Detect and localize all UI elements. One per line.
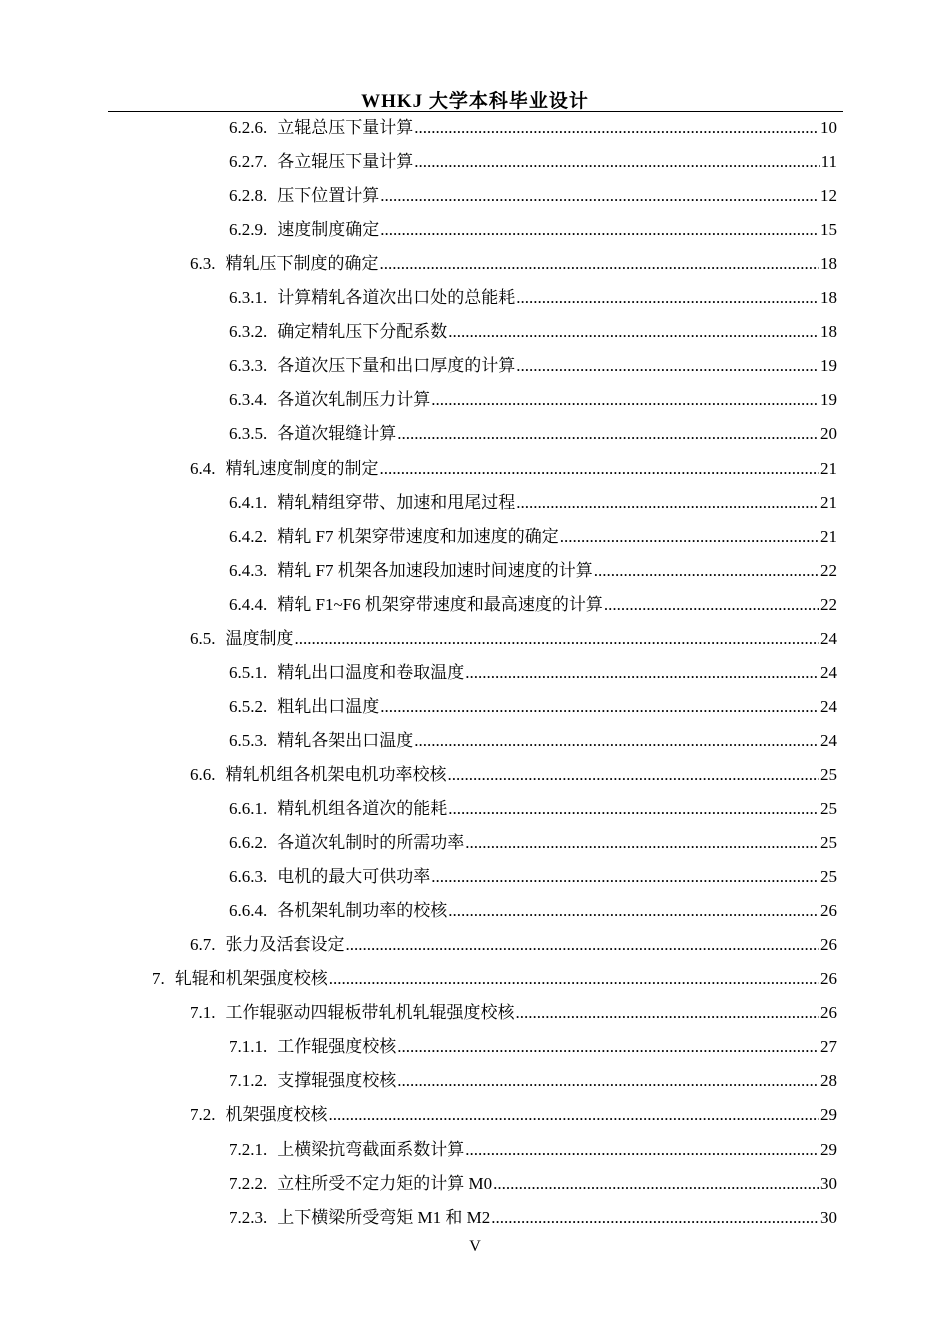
toc-dot-leader [465, 1133, 819, 1167]
toc-entry-title: 上横梁抗弯截面系数计算 [277, 1139, 465, 1159]
toc-entry-page: 27 [820, 1037, 837, 1057]
toc-entry-page: 26 [820, 1003, 837, 1023]
toc-entry-page: 25 [820, 833, 837, 853]
toc-entry-page: 30 [820, 1207, 837, 1227]
toc-entry[interactable] [229, 213, 837, 247]
toc-entry[interactable] [229, 826, 837, 860]
toc-entry-page: 24 [820, 696, 837, 716]
toc-entry-title: 支撑辊强度校核 [277, 1071, 397, 1091]
toc-entry[interactable] [229, 860, 837, 894]
toc-entry-number: 6.2.6. [229, 118, 268, 137]
toc-entry[interactable] [152, 962, 837, 996]
toc-entry-page: 24 [820, 730, 837, 750]
toc-entry-page: 25 [820, 799, 837, 818]
toc-entry-page: 18 [820, 254, 837, 274]
toc-dot-leader [491, 1201, 819, 1235]
page-header: WHKJ 大学本科毕业设计 [361, 91, 589, 112]
toc-entry[interactable] [229, 588, 837, 622]
toc-entry[interactable] [229, 1201, 837, 1235]
toc-entry-number: 6.3.1. [229, 288, 268, 308]
toc-entry[interactable] [229, 417, 837, 451]
toc-entry-title: 上下横梁所受弯矩 M1 和 M2 [277, 1207, 491, 1227]
toc-entry[interactable] [229, 520, 837, 554]
toc-entry[interactable] [229, 1030, 837, 1064]
toc-dot-leader [594, 554, 819, 588]
toc-entry-number: 6.3.3. [229, 356, 268, 376]
toc-dot-leader [295, 622, 820, 656]
toc-dot-leader [380, 690, 819, 724]
toc-entry-number: 7.2.3. [229, 1207, 268, 1227]
toc-entry-page: 30 [820, 1173, 837, 1193]
toc-entry-page: 25 [820, 867, 837, 887]
toc-entry-number: 6.6.2. [229, 833, 268, 853]
toc-entry[interactable] [229, 792, 837, 826]
toc-dot-leader [516, 996, 820, 1030]
toc-entry[interactable] [229, 690, 837, 724]
toc-entry-title: 精轧机组各机架电机功率校核 [225, 764, 447, 784]
toc-entry-number: 6.6.1. [229, 799, 268, 818]
toc-dot-leader [329, 1098, 820, 1132]
toc-entry-page: 26 [820, 969, 837, 989]
toc-dot-leader [397, 1030, 819, 1064]
toc-entry-title: 立辊总压下量计算 [277, 118, 414, 137]
toc-entry-title: 压下位置计算 [277, 186, 380, 206]
toc-dot-leader [493, 1167, 819, 1201]
toc-dot-leader [448, 315, 819, 349]
toc-dot-leader [431, 860, 819, 894]
toc-entry[interactable] [190, 452, 837, 486]
toc-entry[interactable] [229, 656, 837, 690]
toc-dot-leader [414, 111, 819, 145]
toc-entry[interactable] [190, 928, 837, 962]
toc-entry-page: 18 [820, 322, 837, 342]
toc-entry-page: 18 [820, 288, 837, 308]
toc-entry-title: 机架强度校核 [225, 1105, 328, 1125]
toc-entry-page: 15 [820, 220, 837, 240]
toc-entry-title: 工作辊驱动四辊板带轧机轧辊强度校核 [225, 1003, 515, 1023]
toc-entry-page: 26 [820, 901, 837, 921]
toc-entry[interactable] [229, 383, 837, 417]
toc-entry[interactable] [229, 281, 837, 315]
toc-entry-page: 24 [820, 628, 837, 648]
toc-dot-leader [397, 1064, 819, 1098]
toc-entry-title: 各道次辊缝计算 [277, 424, 397, 444]
toc-entry-title: 精轧出口温度和卷取温度 [277, 662, 465, 682]
toc-entry-number: 7.1.1. [229, 1037, 268, 1057]
toc-entry-number: 6.3.2. [229, 322, 268, 342]
toc-dot-leader [414, 145, 819, 179]
toc-dot-leader [329, 962, 819, 996]
toc-entry-number: 6.2.9. [229, 220, 268, 240]
toc-entry[interactable] [229, 894, 837, 928]
toc-dot-leader [397, 417, 819, 451]
toc-entry-title: 温度制度 [225, 628, 294, 648]
toc-entry-title: 轧辊和机架强度校核 [174, 969, 328, 989]
toc-dot-leader [346, 928, 820, 962]
toc-dot-leader [380, 213, 819, 247]
toc-dot-leader [431, 383, 819, 417]
toc-entry-title: 精轧 F1~F6 机架穿带速度和最高速度的计算 [277, 594, 603, 614]
toc-entry-title: 各道次压下量和出口厚度的计算 [277, 356, 516, 376]
toc-entry-page: 21 [820, 526, 837, 546]
toc-entry-page: 24 [820, 662, 837, 682]
toc-entry-number: 7.2. [190, 1105, 216, 1125]
toc-entry-number: 6.3.4. [229, 390, 268, 410]
toc-entry-page: 21 [820, 458, 837, 478]
toc-entry-number: 6.5.2. [229, 696, 268, 716]
toc-entry-page: 22 [820, 594, 837, 614]
toc-dot-leader [448, 894, 819, 928]
toc-entry-title: 各立辊压下量计算 [277, 152, 414, 172]
toc-entry-title: 速度制度确定 [277, 220, 380, 240]
toc-entry-page: 28 [820, 1071, 837, 1091]
toc-entry[interactable] [229, 349, 837, 383]
toc-entry-title: 各道次轧制时的所需功率 [277, 833, 465, 853]
toc-dot-leader [414, 724, 819, 758]
toc-dot-leader [465, 826, 819, 860]
toc-entry-page: 10 [820, 118, 837, 137]
toc-entry-page: 12 [820, 186, 837, 206]
toc-entry-number: 6.4.1. [229, 492, 268, 512]
toc-dot-leader [465, 656, 819, 690]
toc-entry-number: 6.2.8. [229, 186, 268, 206]
toc-dot-leader [604, 588, 819, 622]
toc-entry-title: 精轧速度制度的制定 [225, 458, 379, 478]
toc-entry-title: 各机架轧制功率的校核 [277, 901, 448, 921]
toc-entry-number: 6.3. [190, 254, 216, 274]
toc-entry[interactable] [229, 486, 837, 520]
toc-entry-title: 电机的最大可供功率 [277, 867, 431, 887]
toc-entry[interactable] [229, 554, 837, 588]
toc-entry[interactable] [190, 758, 837, 792]
toc-entry[interactable] [229, 1064, 837, 1098]
toc-entry[interactable] [229, 145, 837, 179]
toc-entry-title: 精轧 F7 机架各加速段加速时间速度的计算 [277, 560, 593, 580]
toc-entry[interactable] [229, 111, 837, 145]
toc-entry-number: 7.2.2. [229, 1173, 268, 1193]
toc-entry-title: 精轧各架出口温度 [277, 730, 414, 750]
toc-entry-number: 6.5. [190, 628, 216, 648]
toc-entry-title: 精轧精组穿带、加速和甩尾过程 [277, 492, 516, 512]
toc-entry-page: 19 [820, 356, 837, 376]
toc-entry[interactable] [229, 1167, 837, 1201]
toc-entry-page: 19 [820, 390, 837, 410]
toc-entry-page: 11 [820, 152, 837, 172]
toc-dot-leader [560, 520, 819, 554]
toc-entry[interactable] [229, 315, 837, 349]
toc-dot-leader [380, 452, 820, 486]
toc-entry-page: 29 [820, 1139, 837, 1159]
toc-entry-page: 22 [820, 560, 837, 580]
toc-entry-number: 7.1.2. [229, 1071, 268, 1091]
toc-entry-number: 7.2.1. [229, 1139, 268, 1159]
toc-entry[interactable] [229, 724, 837, 758]
toc-entry-number: 6.4. [190, 458, 216, 478]
toc-entry[interactable] [190, 247, 837, 281]
toc-entry-title: 精轧压下制度的确定 [225, 254, 379, 274]
toc-entry-number: 6.2.7. [229, 152, 268, 172]
toc-entry-title: 立柱所受不定力矩的计算 M0 [277, 1173, 493, 1193]
toc-entry-title: 工作辊强度校核 [277, 1037, 397, 1057]
toc-entry-page: 26 [820, 935, 837, 955]
toc-entry-number: 6.4.2. [229, 526, 268, 546]
toc-entry-page: 25 [820, 764, 837, 784]
toc-entry-page: 21 [820, 492, 837, 512]
toc-entry-number: 6.4.3. [229, 560, 268, 580]
toc-dot-leader [516, 349, 819, 383]
toc-entry-title: 各道次轧制压力计算 [277, 390, 431, 410]
toc-dot-leader [380, 247, 820, 281]
toc-entry[interactable] [229, 1133, 837, 1167]
toc-entry-number: 6.5.3. [229, 730, 268, 750]
toc-entry-number: 6.6.4. [229, 901, 268, 921]
toc-entry-title: 精轧机组各道次的能耗 [277, 799, 448, 818]
toc-entry-number: 7.1. [190, 1003, 216, 1023]
toc-dot-leader [380, 179, 819, 213]
toc-entry-page: 29 [820, 1105, 837, 1125]
toc-entry-number: 6.4.4. [229, 594, 268, 614]
toc-entry-title: 张力及活套设定 [225, 935, 345, 955]
toc-entry[interactable] [190, 996, 837, 1030]
toc-entry-title: 粗轧出口温度 [277, 696, 380, 716]
toc-entry-page: 20 [820, 424, 837, 444]
toc-entry-number: 6.5.1. [229, 662, 268, 682]
toc-dot-leader [516, 281, 819, 315]
toc-dot-leader [448, 758, 820, 792]
toc-entry-number: 6.6.3. [229, 867, 268, 887]
toc-entry-number: 6.7. [190, 935, 216, 955]
toc-entry-number: 7. [152, 969, 165, 989]
toc-entry-title: 精轧 F7 机架穿带速度和加速度的确定 [277, 526, 559, 546]
toc-entry-number: 6.3.5. [229, 424, 268, 444]
toc-entry-title: 确定精轧压下分配系数 [277, 322, 448, 342]
toc-dot-leader [516, 486, 819, 520]
toc-entry[interactable] [229, 179, 837, 213]
toc-entry[interactable] [190, 1098, 837, 1132]
toc-entry[interactable] [190, 622, 837, 656]
page-number: V [469, 1238, 481, 1255]
toc-dot-leader [448, 792, 819, 826]
toc-entry-title: 计算精轧各道次出口处的总能耗 [277, 288, 516, 308]
toc-entry-number: 6.6. [190, 764, 216, 784]
